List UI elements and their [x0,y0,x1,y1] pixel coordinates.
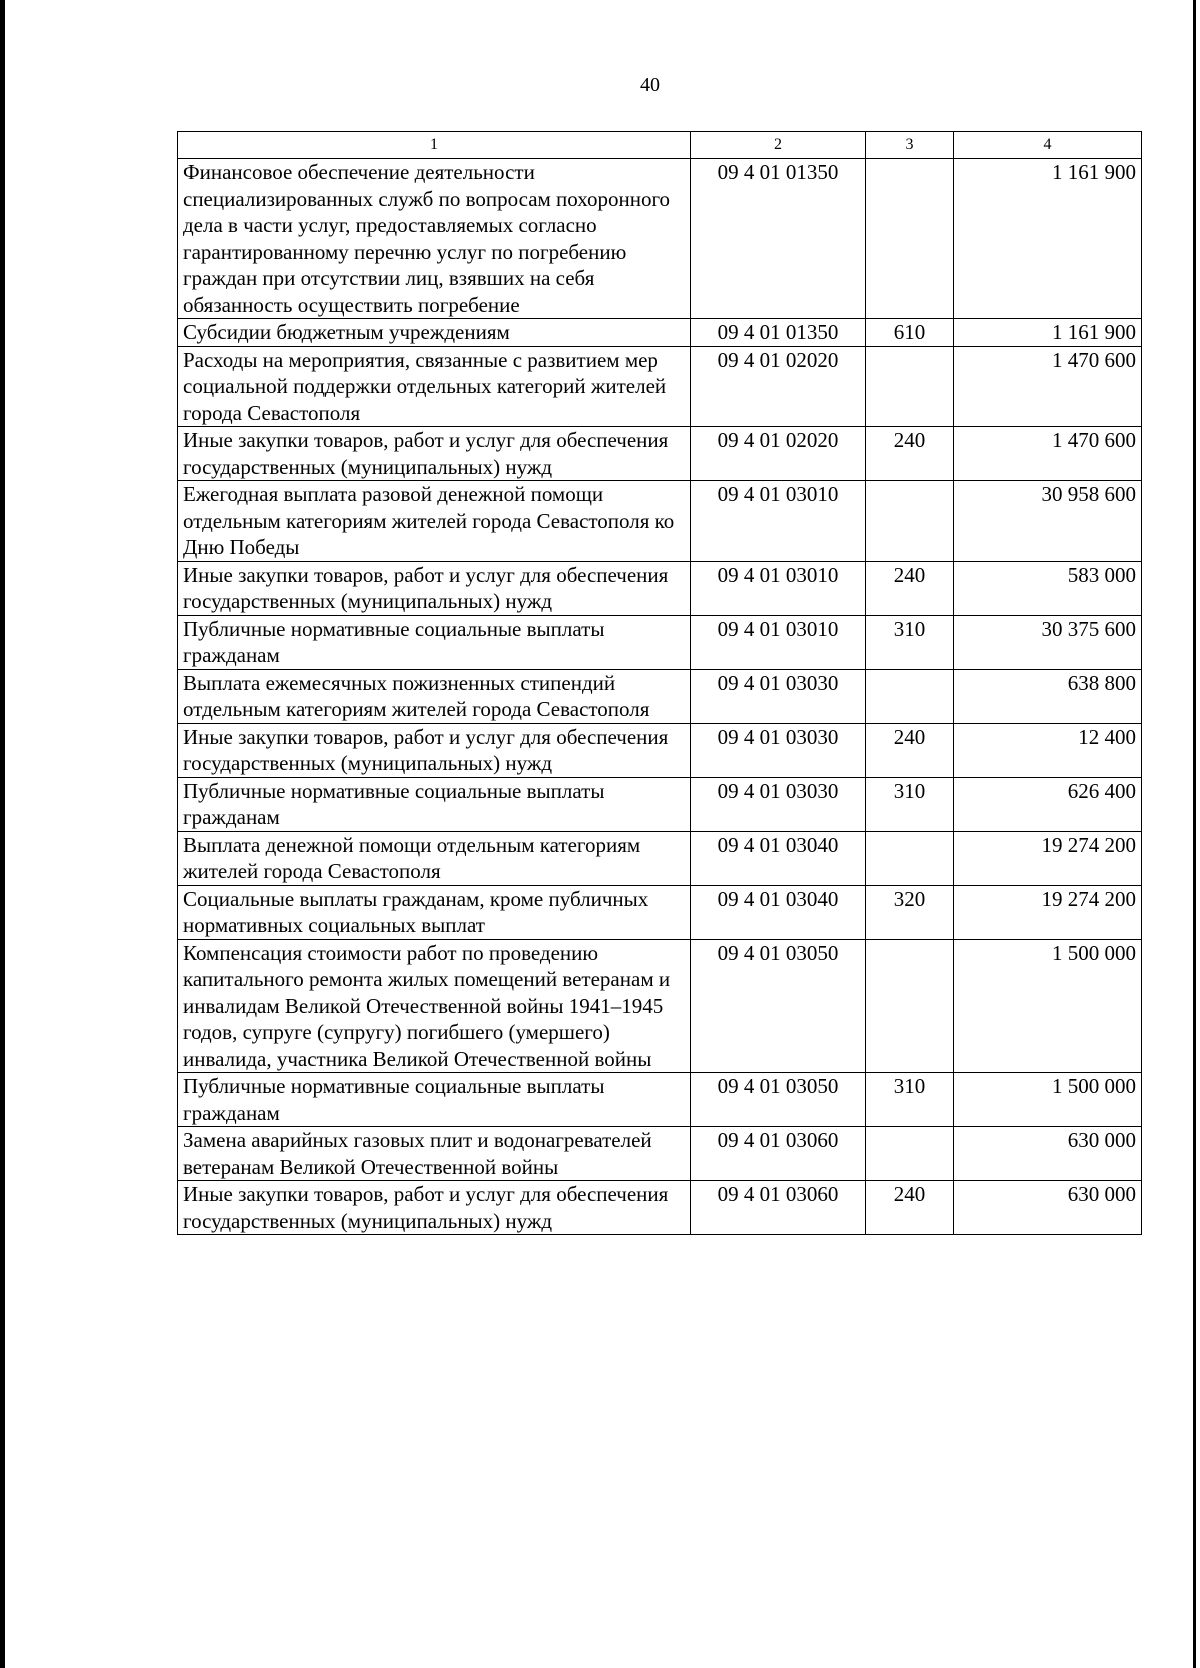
table-row [178,939,1142,1073]
target-code-cell: 09 4 01 03030 [691,777,866,831]
scan-border-right [1193,0,1196,1668]
column-header: 3 [866,132,954,159]
table-row [178,831,1142,885]
amount-cell: 1 470 600 [954,427,1142,481]
target-code-cell: 09 4 01 03060 [691,1181,866,1235]
expense-type-cell [866,831,954,885]
amount-cell: 19 274 200 [954,885,1142,939]
target-code-cell: 09 4 01 03010 [691,481,866,562]
expense-type-cell [866,669,954,723]
expense-name-cell: Публичные нормативные социальные выплаты гражданам [178,615,691,669]
expense-type-cell [866,1127,954,1181]
expense-type-cell: 240 [866,561,954,615]
target-code-cell: 09 4 01 03030 [691,723,866,777]
target-code-cell: 09 4 01 03030 [691,669,866,723]
expense-name-cell: Выплата ежемесячных пожизненных стипендий отдельным категориям жителей города Севастополя [178,669,691,723]
expense-type-cell [866,939,954,1073]
expense-name-cell: Финансовое обеспечение деятельности специализированных служб по вопросам похоронного дела в части услуг, предоставляемых согласно гарантированному перечню услуг по погребению граждан при отсутствии лиц, взявших на себя обязанность осуществить погребение [178,159,691,319]
scan-border-left [0,0,5,1668]
expense-type-cell: 610 [866,319,954,347]
table-row [178,777,1142,831]
expense-type-cell: 310 [866,777,954,831]
column-header: 1 [178,132,691,159]
amount-cell: 1 161 900 [954,319,1142,347]
expense-type-cell: 320 [866,885,954,939]
page-number: 40 [640,74,660,96]
budget-table [177,131,1142,1235]
table-row [178,885,1142,939]
table-row [178,561,1142,615]
amount-cell: 1 500 000 [954,1073,1142,1127]
table-row [178,319,1142,347]
column-header: 2 [691,132,866,159]
table-row [178,1127,1142,1181]
target-code-cell: 09 4 01 02020 [691,346,866,427]
table-row [178,159,1142,319]
target-code-cell: 09 4 01 03040 [691,885,866,939]
table-row [178,615,1142,669]
target-code-cell: 09 4 01 03060 [691,1127,866,1181]
table-row [178,1073,1142,1127]
expense-name-cell: Публичные нормативные социальные выплаты гражданам [178,1073,691,1127]
expense-type-cell [866,346,954,427]
expense-type-cell: 240 [866,723,954,777]
amount-cell: 30 375 600 [954,615,1142,669]
expense-type-cell: 310 [866,615,954,669]
table-row [178,427,1142,481]
header-row [178,132,1142,159]
target-code-cell: 09 4 01 01350 [691,319,866,347]
column-header: 4 [954,132,1142,159]
amount-cell: 12 400 [954,723,1142,777]
target-code-cell: 09 4 01 03040 [691,831,866,885]
table-row [178,346,1142,427]
table-row [178,1181,1142,1235]
amount-cell: 1 500 000 [954,939,1142,1073]
expense-name-cell: Публичные нормативные социальные выплаты гражданам [178,777,691,831]
expense-name-cell: Субсидии бюджетным учреждениям [178,319,691,347]
amount-cell: 630 000 [954,1181,1142,1235]
expense-name-cell: Иные закупки товаров, работ и услуг для обеспечения государственных (муниципальных) нужд [178,427,691,481]
target-code-cell: 09 4 01 03050 [691,939,866,1073]
expense-name-cell: Замена аварийных газовых плит и водонагревателей ветеранам Великой Отечественной войны [178,1127,691,1181]
amount-cell: 626 400 [954,777,1142,831]
target-code-cell: 09 4 01 03010 [691,615,866,669]
amount-cell: 19 274 200 [954,831,1142,885]
amount-cell: 1 470 600 [954,346,1142,427]
expense-name-cell: Иные закупки товаров, работ и услуг для обеспечения государственных (муниципальных) нужд [178,723,691,777]
amount-cell: 1 161 900 [954,159,1142,319]
expense-type-cell: 240 [866,1181,954,1235]
expense-name-cell: Иные закупки товаров, работ и услуг для обеспечения государственных (муниципальных) нужд [178,561,691,615]
target-code-cell: 09 4 01 01350 [691,159,866,319]
amount-cell: 583 000 [954,561,1142,615]
expense-name-cell: Расходы на мероприятия, связанные с развитием мер социальной поддержки отдельных категорий жителей города Севастополя [178,346,691,427]
target-code-cell: 09 4 01 02020 [691,427,866,481]
expense-name-cell: Выплата денежной помощи отдельным категориям жителей города Севастополя [178,831,691,885]
expense-type-cell: 310 [866,1073,954,1127]
expense-type-cell [866,481,954,562]
target-code-cell: 09 4 01 03050 [691,1073,866,1127]
expense-type-cell: 240 [866,427,954,481]
table-row [178,481,1142,562]
expense-type-cell [866,159,954,319]
target-code-cell: 09 4 01 03010 [691,561,866,615]
amount-cell: 630 000 [954,1127,1142,1181]
amount-cell: 30 958 600 [954,481,1142,562]
table-row [178,669,1142,723]
expense-name-cell: Иные закупки товаров, работ и услуг для обеспечения государственных (муниципальных) нужд [178,1181,691,1235]
expense-name-cell: Социальные выплаты гражданам, кроме публичных нормативных социальных выплат [178,885,691,939]
expense-name-cell: Компенсация стоимости работ по проведению капитального ремонта жилых помещений ветеранам и инвалидам Великой Отечественной войны 1941–1945 годов, супруге (супругу) погибшего (умершего) инвалида, участника Великой Отечественной войны [178,939,691,1073]
table-row [178,723,1142,777]
amount-cell: 638 800 [954,669,1142,723]
expense-name-cell: Ежегодная выплата разовой денежной помощи отдельным категориям жителей города Севастополя ко Дню Победы [178,481,691,562]
